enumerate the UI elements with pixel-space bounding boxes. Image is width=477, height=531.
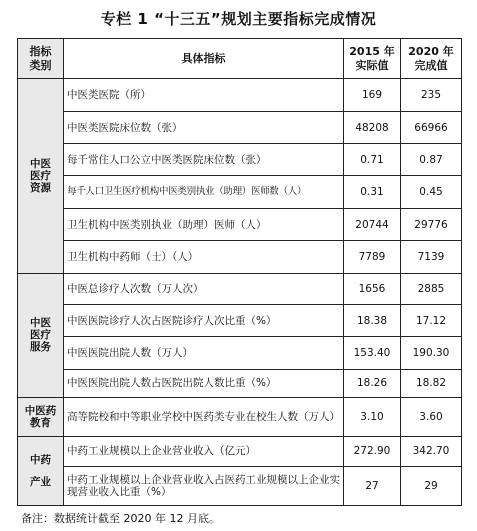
category-line: 产业 (30, 475, 51, 488)
value-2015: 20744 (344, 208, 401, 241)
value-2020: 2885 (401, 274, 462, 305)
value-2015: 272.90 (344, 436, 401, 467)
header-2015-label: 实际值 (355, 58, 389, 72)
footnote: 备注：数据统计截至 2020 年 12 月底。 (21, 512, 220, 525)
value-2015: 169 (344, 79, 401, 112)
table-row (18, 208, 462, 241)
table-row (18, 79, 462, 112)
table-row (18, 241, 462, 274)
indicator-name: 中医总诊疗人次数（万人次） (64, 274, 344, 305)
indicator-name: 中医医院诊疗人次占医院诊疗人次比重（%） (64, 304, 344, 337)
indicator-name: 中医类医院（所） (64, 79, 344, 112)
category-cell (18, 436, 64, 506)
table-row (18, 436, 462, 467)
value-2020: 0.45 (401, 176, 462, 209)
value-2015: 3.10 (344, 397, 401, 436)
value-2020: 342.70 (401, 436, 462, 467)
header-row (18, 39, 462, 79)
category-cell (18, 79, 64, 274)
indicator-name: 中医医院出院人数占医院出院人数比重（%） (64, 370, 344, 398)
category-cell (18, 274, 64, 398)
value-2015: 1656 (344, 274, 401, 305)
value-2015: 153.40 (344, 337, 401, 370)
indicator-name: 中药工业规模以上企业营业收入占医药工业规模以上企业实现营业收入比重（%） (64, 467, 344, 506)
value-2015: 18.38 (344, 304, 401, 337)
table-row (18, 274, 462, 305)
value-2020: 3.60 (401, 397, 462, 436)
value-2015: 0.71 (344, 144, 401, 176)
category-line: 中医 (30, 317, 51, 330)
table-title: 专栏 1 “十三五”规划主要指标完成情况 (100, 10, 377, 28)
indicator-name: 中药工业规模以上企业营业收入（亿元） (64, 436, 344, 467)
value-2015: 18.26 (344, 370, 401, 398)
table-row (18, 467, 462, 506)
header-2020 (401, 39, 462, 79)
header-2015 (344, 39, 401, 79)
indicator-name: 卫生机构中医类别执业（助理）医师（人） (64, 208, 344, 241)
indicator-name: 每千人口卫生医疗机构中医类别执业（助理）医师数（人） (64, 176, 344, 209)
header-category (18, 39, 64, 79)
header-2015-year: 2015 年 (349, 44, 395, 58)
category-line: 医疗 (30, 329, 51, 342)
header-category-line: 类别 (29, 58, 52, 72)
table-row (18, 370, 462, 398)
indicator-name: 卫生机构中药师（士）（人） (64, 241, 344, 274)
header-2020-year: 2020 年 (408, 44, 454, 58)
category-line: 中药 (30, 453, 51, 466)
value-2020: 66966 (401, 111, 462, 144)
value-2020: 190.30 (401, 337, 462, 370)
indicator-name: 中医医院出院人数（万人） (64, 337, 344, 370)
table-row (18, 337, 462, 370)
category-line: 教育 (30, 416, 51, 429)
category-cell (18, 397, 64, 436)
value-2015: 0.31 (344, 176, 401, 209)
category-line: 中医 (30, 158, 51, 171)
value-2015: 7789 (344, 241, 401, 274)
table-row (18, 144, 462, 176)
indicator-name: 高等院校和中等职业学校中医药类专业在校生人数（万人） (64, 397, 344, 436)
indicator-table (17, 38, 462, 506)
table-row (18, 111, 462, 144)
value-2020: 7139 (401, 241, 462, 274)
value-2020: 29 (401, 467, 462, 506)
value-2020: 235 (401, 79, 462, 112)
category-line: 资源 (30, 182, 51, 195)
header-2020-label: 完成值 (414, 58, 448, 72)
value-2020: 17.12 (401, 304, 462, 337)
value-2015: 27 (344, 467, 401, 506)
table-row (18, 397, 462, 436)
indicator-name: 每千常住人口公立中医类医院床位数（张） (64, 144, 344, 176)
table-row (18, 176, 462, 209)
value-2020: 0.87 (401, 144, 462, 176)
category-line: 服务 (30, 341, 51, 354)
category-line: 医疗 (30, 170, 51, 183)
value-2020: 29776 (401, 208, 462, 241)
value-2015: 48208 (344, 111, 401, 144)
header-indicator: 具体指标 (64, 39, 344, 79)
indicator-name: 中医类医院床位数（张） (64, 111, 344, 144)
value-2020: 18.82 (401, 370, 462, 398)
category-line: 中医药 (24, 404, 57, 417)
header-category-line: 指标 (29, 44, 52, 58)
table-row (18, 304, 462, 337)
